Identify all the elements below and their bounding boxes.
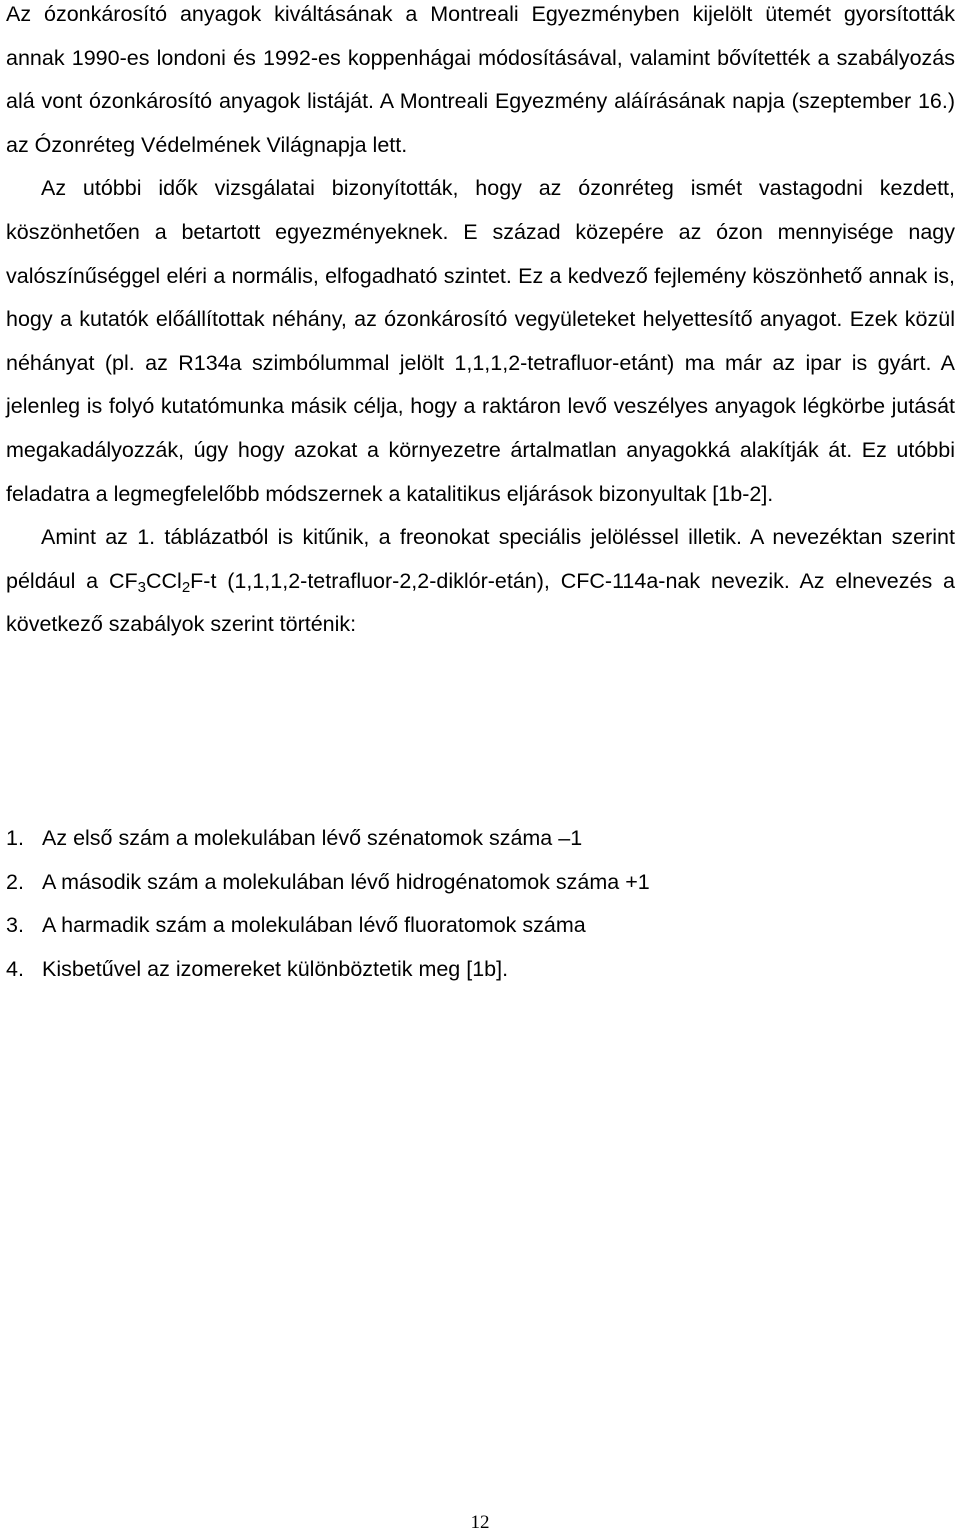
list-item-text: A második szám a molekulában lévő hidrogénatomok száma +1 (42, 869, 650, 894)
formula-part: CF (108, 568, 138, 593)
list-item-number: 1. (6, 826, 24, 850)
list-item-number: 4. (6, 956, 24, 981)
formula-subscript: 3 (137, 578, 146, 596)
naming-rules-list (6, 817, 906, 991)
list-item-text: A harmadik szám a molekulában lévő fluoratomok száma (42, 913, 586, 937)
list-item-number: 3. (6, 913, 24, 937)
chemical-formula (108, 568, 217, 596)
formula-part: F-t (190, 568, 217, 593)
list-item (6, 904, 906, 948)
list-item (6, 948, 906, 992)
paragraph-ozone-recovery: Az utóbbi idők vizsgálatai bizonyították, hogy az ózonréteg ismét vastagodni kezdett, köszönhetően a betartott egyezményeknek. E század közepére az ózon mennyisége nagy valószínűséggel eléri a normális, elfogadható szintet. Ez a kedvező fejlemény köszönhető annak is, hogy a kutatók előállítottak néhány, az ózonkárosító vegyületeket helyettesítő anyagot. Ezek közül néhányat (pl. az R134a szimbólummal jelölt 1,1,1,2-tetrafluor-etánt) ma már az ipar is gyárt. A jelenleg is folyó kutatómunka másik célja, hogy a raktáron levő veszélyes anyagok légkörbe jutását megakadályozzák, úgy hogy azokat a környezetre ártalmatlan anyagokká alakítják át. Ez utóbbi feladatra a legmegfelelőbb módszernek a katalitikus eljárások bizonyultak [1b-2]. (6, 176, 955, 506)
list-item (6, 861, 906, 905)
list-item-number: 2. (6, 869, 24, 894)
list-item-text: Kisbetűvel az izomereket különböztetik meg [1b]. (42, 956, 509, 981)
formula-subscript: 2 (181, 578, 191, 596)
nomenclature-rest-text: (1,1,1,2-tetrafluor-2,2-diklór-etán), CFC-114a-nak nevezik. Az elnevezés a következő szabályok szerint történik: (6, 568, 955, 637)
nomenclature-intro-text: Amint az 1. táblázatból is kitűnik, a freonokat speciális jelöléssel illetik. A nevezéktan szerint például a (6, 525, 955, 593)
paragraph-freon-nomenclature (6, 516, 955, 647)
paragraph-montreal-agreement: Az ózonkárosító anyagok kiváltásának a Montreali Egyezményben kijelölt ütemét gyorsították annak 1990-es londoni és 1992-es koppenhágai módosításával, valamint bővítették a szabályozás alá vont ózonkárosító anyagok listáját. A Montreali Egyezmény aláírásának napja (szeptember 16.) az Ózonréteg Védelmének Világnapja lett. (6, 2, 955, 157)
document-page (6, 0, 955, 647)
page-number: 12 (470, 1512, 490, 1533)
list-item (6, 817, 906, 861)
list-item-text: Az első szám a molekulában lévő szénatomok száma –1 (42, 826, 583, 850)
formula-part: CCl (145, 568, 182, 593)
